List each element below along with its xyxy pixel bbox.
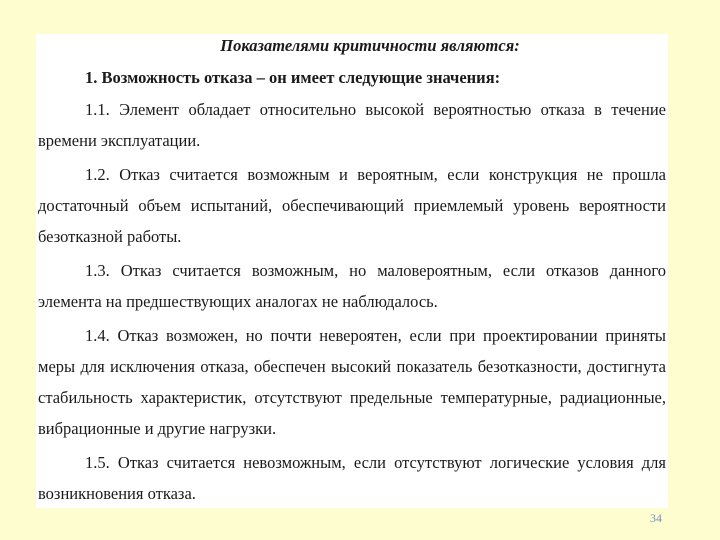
section-heading: 1. Возможность отказа – он имеет следующие значения: bbox=[85, 68, 501, 87]
paragraph-1-1: 1.1. Элемент обладает относительно высокой вероятностью отказа в течение времени эксплуатации. bbox=[38, 100, 666, 150]
page-number: 34 bbox=[650, 511, 662, 525]
paragraph-1-3: 1.3. Отказ считается возможным, но маловероятным, если отказов данного элемента на предшествующих аналогах не наблюдалось. bbox=[38, 261, 666, 311]
slide-content bbox=[36, 34, 668, 525]
paragraph-1-5: 1.5. Отказ считается невозможным, если отсутствуют логические условия для возникновения отказа. bbox=[38, 453, 666, 503]
slide-title: Показателями критичности являются: bbox=[220, 36, 520, 55]
paragraph-1-4: 1.4. Отказ возможен, но почти невероятен, если при проектировании приняты меры для исключения отказа, обеспечен высокий показатель безотказности, достигнута стабильность характеристик, отсутствуют предельные температурные, радиационные, вибрационные и другие нагрузки. bbox=[38, 326, 666, 438]
paragraph-1-2: 1.2. Отказ считается возможным и вероятным, если конструкция не прошла достаточный объем испытаний, обеспечивающий приемлемый уровень вероятности безотказной работы. bbox=[38, 165, 666, 246]
